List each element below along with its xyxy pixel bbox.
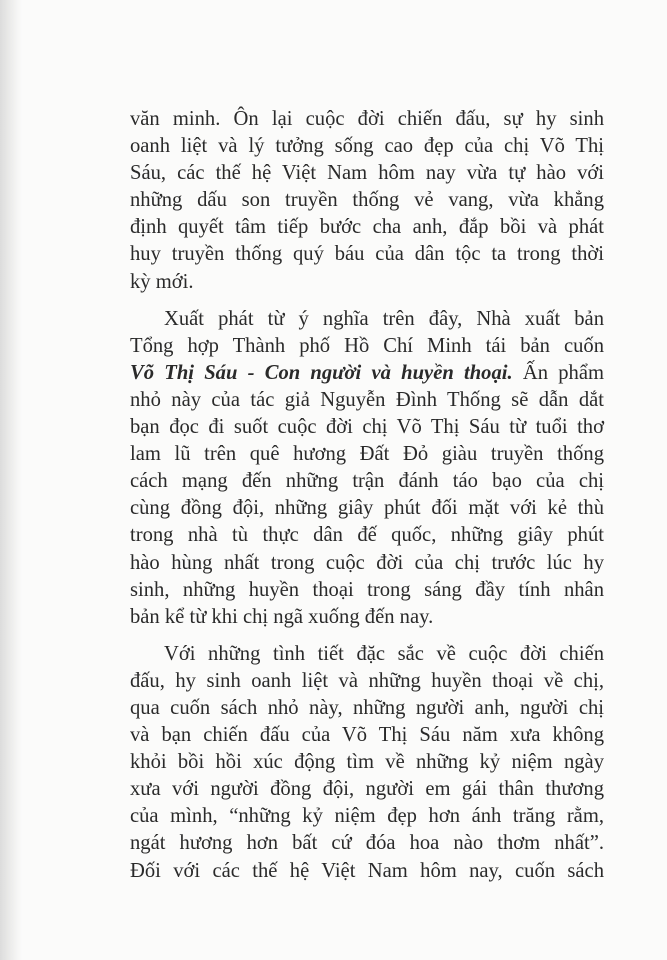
text-line: bản kể từ khi chị ngã xuống đến nay. bbox=[130, 605, 434, 628]
text-line: Đối với các thế hệ Việt Nam hôm nay, cuốn sách bbox=[130, 859, 604, 882]
text-line-book-title bbox=[130, 360, 604, 387]
text-line: văn minh. Ôn lại cuộc đời chiến đấu, sự hy sinh bbox=[130, 108, 604, 130]
text-line: khỏi bồi hồi xúc động tìm về những kỷ niệm ngày bbox=[130, 751, 604, 774]
paragraph-2 bbox=[130, 306, 604, 631]
text-line: huy truyền thống quý báu của dân tộc ta trong thời bbox=[130, 243, 604, 266]
paragraph-3 bbox=[130, 641, 604, 885]
text-line: đấu, hy sinh oanh liệt và những huyền thoại về chị, bbox=[130, 669, 604, 692]
text-line: hào hùng nhất trong cuộc đời của chị trước lúc hy bbox=[130, 551, 604, 574]
text-line: trong nhà tù thực dân đế quốc, những giây phút bbox=[130, 524, 604, 547]
text-line: cách mạng đến những trận đánh táo bạo của chị bbox=[130, 470, 604, 493]
page-binding-shadow bbox=[0, 0, 22, 960]
text-line: oanh liệt và lý tưởng sống cao đẹp của chị Võ Thị bbox=[130, 135, 604, 158]
text-line: Sáu, các thế hệ Việt Nam hôm nay vừa tự hào với bbox=[130, 162, 604, 185]
text-line: sinh, những huyền thoại trong sáng đầy tính nhân bbox=[130, 578, 604, 601]
text-line: nhỏ này của tác giả Nguyễn Đình Thống sẽ dẫn dắt bbox=[130, 388, 604, 411]
text-line: kỳ mới. bbox=[130, 270, 194, 293]
paragraph-1 bbox=[130, 106, 604, 296]
book-page bbox=[130, 106, 604, 885]
text-line: và bạn chiến đấu của Võ Thị Sáu năm xưa không bbox=[130, 724, 604, 747]
text-line: qua cuốn sách nhỏ này, những người anh, người chị bbox=[130, 696, 604, 719]
text-line: bạn đọc đi suốt cuộc đời chị Võ Thị Sáu từ tuổi thơ bbox=[130, 416, 604, 439]
text-line: Với những tình tiết đặc sắc về cuộc đời chiến bbox=[164, 642, 604, 665]
text-line: Tổng hợp Thành phố Hồ Chí Minh tái bản cuốn bbox=[130, 334, 604, 357]
text-fragment: Ấn phẩm bbox=[512, 361, 604, 384]
text-line: những dấu son truyền thống vẻ vang, vừa khẳng bbox=[130, 189, 604, 212]
text-line: lam lũ trên quê hương Đất Đỏ giàu truyền thống bbox=[130, 443, 604, 466]
text-line: của mình, “những kỷ niệm đẹp hơn ánh trăng rằm, bbox=[130, 805, 604, 828]
book-title: Võ Thị Sáu - Con người và huyền thoại. bbox=[130, 361, 513, 384]
text-line: ngát hương hơn bất cứ đóa hoa nào thơm nhất”. bbox=[130, 832, 604, 855]
text-line: định quyết tâm tiếp bước cha anh, đắp bồi và phát bbox=[130, 216, 604, 239]
text-line: cùng đồng đội, những giây phút đối mặt với kẻ thù bbox=[130, 497, 604, 520]
text-line: xưa với người đồng đội, người em gái thân thương bbox=[130, 778, 604, 801]
text-line: Xuất phát từ ý nghĩa trên đây, Nhà xuất bản bbox=[164, 307, 604, 330]
